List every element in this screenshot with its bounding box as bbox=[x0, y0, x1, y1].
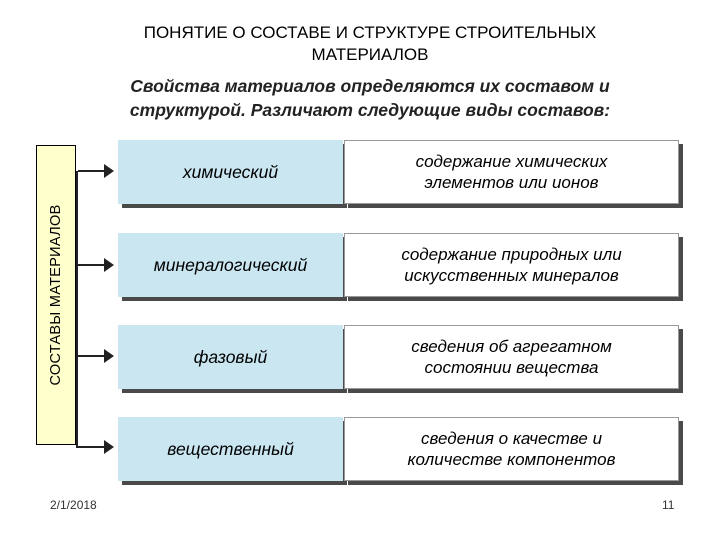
connector-arrow bbox=[78, 264, 106, 266]
connector-arrow bbox=[78, 446, 106, 448]
slide-subtitle: Свойства материалов определяются их составом и структурой. Различают следующие виды составов: bbox=[129, 76, 611, 120]
composition-description-box: содержание природных или искусственных минералов bbox=[344, 233, 679, 297]
footer-date: 2/1/2018 bbox=[50, 498, 97, 512]
page-number: 11 bbox=[662, 498, 675, 512]
composition-description-box: содержание химических элементов или ионов bbox=[344, 140, 679, 204]
composition-description-box: сведения о качестве и количестве компонентов bbox=[344, 417, 679, 481]
side-label: СОСТАВЫ МАТЕРИАЛОВ bbox=[48, 204, 64, 386]
composition-description-box: сведения об агрегатном состоянии вещества bbox=[344, 325, 679, 389]
composition-type-box: химический bbox=[118, 140, 343, 204]
slide-title: ПОНЯТИЕ О СОСТАВЕ И СТРУКТУРЕ СТРОИТЕЛЬНЫХ МАТЕРИАЛОВ bbox=[143, 23, 597, 64]
connector-arrow bbox=[78, 355, 106, 357]
composition-type-box: вещественный bbox=[118, 417, 343, 481]
composition-type-box: фазовый bbox=[118, 325, 343, 389]
connector-vertical-line bbox=[76, 171, 78, 448]
composition-type-box: минералогический bbox=[118, 233, 343, 297]
connector-arrow bbox=[78, 170, 106, 172]
